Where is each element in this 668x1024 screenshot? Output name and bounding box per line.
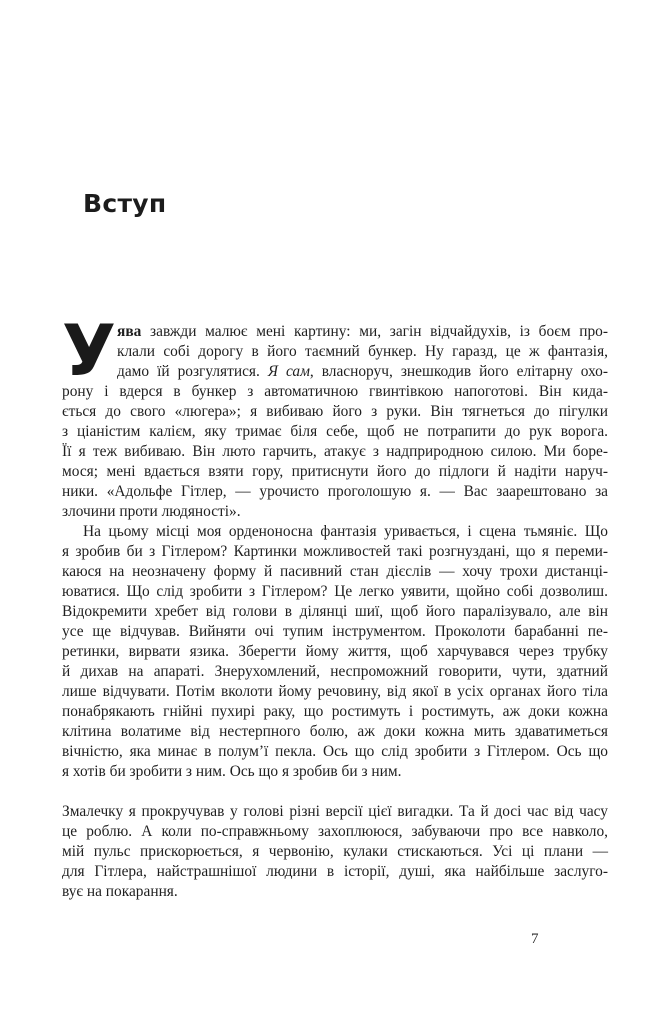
paragraph — [62, 802, 608, 902]
text-segment: рону і вдерся в бункер з автоматичною гвинтівкою напоготові. Він кида- — [62, 383, 608, 400]
text-line — [62, 482, 608, 502]
text-segment: , власноруч, знешкодив його елітарну охо- — [309, 363, 608, 380]
text-line — [62, 622, 608, 642]
text-line — [62, 362, 608, 382]
text-segment: клітина волатиме від нестерпного болю, аж доки кожна мить здаватиметься — [62, 723, 608, 740]
text-segment: ники. «Адольфе Гітлер, — урочисто проголошую я. — Вас заарештовано за — [62, 483, 608, 500]
text-segment: юватися. Що слід зробити з Гітлером? Це легко уявити, щойно собі дозволиш. — [62, 583, 608, 600]
text-line — [62, 742, 608, 762]
text-segment: й дихав на апараті. Знерухомлений, неспроможний говорити, чути, здатний — [62, 663, 608, 680]
text-segment: дамо їй розгулятися. — [117, 363, 268, 380]
chapter-title: Вступ — [83, 188, 167, 218]
text-segment: На цьому місці моя орденоносна фантазія уривається, і сцена тьмяніє. Що — [83, 523, 608, 540]
text-line — [62, 802, 608, 822]
text-segment: завжди малює мені картину: ми, загін відчайдухів, із боєм про- — [141, 323, 608, 340]
text-line — [62, 702, 608, 722]
body-text — [62, 310, 608, 902]
text-segment: вічністю, яка минає в полум’ї пекла. Ось що слід зробити з Гітлером. Ось що — [62, 743, 608, 760]
paragraph — [62, 522, 608, 782]
page-number: 7 — [531, 931, 539, 947]
text-line — [62, 322, 608, 342]
text-line — [62, 502, 608, 522]
text-line — [62, 862, 608, 882]
paragraph — [62, 310, 608, 522]
text-line — [62, 822, 608, 842]
text-segment: я хотів би зробити з ним. Ось що я зробив би з ним. — [62, 763, 402, 780]
text-line — [62, 842, 608, 862]
text-line — [62, 462, 608, 482]
text-segment: лише відчувати. Потім вколоти йому речовину, від якої в усіх органах його тіла — [62, 683, 608, 700]
text-line — [62, 542, 608, 562]
text-segment: понабрякають гнійні пухирі раку, що ростимуть і ростимуть, аж доки кожна — [62, 703, 608, 720]
text-line — [62, 722, 608, 742]
text-segment: Змалечку я прокручував у голові різні версії цієї вигадки. Та й досі час від часу — [62, 803, 608, 820]
text-line — [62, 682, 608, 702]
text-line — [62, 402, 608, 422]
text-segment: з ціаністим калієм, яку тримає біля себе, щоб не потрапити до рук ворога. — [62, 423, 608, 440]
text-line — [62, 662, 608, 682]
italic-text: Я сам — [267, 363, 310, 380]
text-segment: клали собі дорогу в його таємний бункер. Ну гаразд, це ж фантазія, — [117, 343, 608, 360]
text-line — [62, 762, 608, 782]
text-segment: ється до свого «люгера»; я вибиваю його з руки. Він тягнеться до пігулки — [62, 403, 608, 420]
text-line — [62, 382, 608, 402]
text-line — [62, 882, 608, 902]
text-segment: злочини проти людяності». — [62, 503, 241, 520]
dropcap-letter: У — [62, 310, 116, 392]
text-segment: це роблю. А коли по-справжньому захоплююся, забуваючи про все навколо, — [62, 823, 608, 840]
text-line — [62, 642, 608, 662]
text-segment: Відокремити хребет від голови в ділянці шиї, щоб його паралізувало, але він — [62, 603, 608, 620]
text-segment: усе ще відчував. Вийняти очі тупим інструментом. Проколоти барабанні пе- — [62, 623, 608, 640]
text-line — [62, 522, 608, 542]
text-segment: вує на покарання. — [62, 883, 178, 900]
text-segment: каюся на неозначену форму й пасивний стан дієслів — хочу трохи дистанці- — [62, 563, 608, 580]
text-segment: мій пульс прискорюється, я червонію, кулаки стискаються. Усі ці плани — — [62, 843, 608, 860]
text-line — [62, 562, 608, 582]
text-segment: Її я теж вибиваю. Він люто гарчить, атакує з надприродною силою. Ми боре- — [62, 443, 608, 460]
text-line — [62, 602, 608, 622]
text-segment: для Гітлера, найстрашнішої людини в історії, душі, яка найбільше заслуго- — [62, 863, 608, 880]
text-line — [62, 582, 608, 602]
text-line — [62, 342, 608, 362]
text-segment: я зробив би з Гітлером? Картинки можливостей такі розгнуздані, що я переми- — [62, 543, 608, 560]
bold-text: ява — [117, 323, 142, 340]
text-segment: ретинки, вирвати язика. Зберегти йому життя, щоб харчувався через трубку — [62, 643, 608, 660]
text-line — [62, 422, 608, 442]
text-line — [62, 442, 608, 462]
text-segment: мося; мені вдається взяти гору, притиснути його до підлоги й надіти наруч- — [62, 463, 608, 480]
